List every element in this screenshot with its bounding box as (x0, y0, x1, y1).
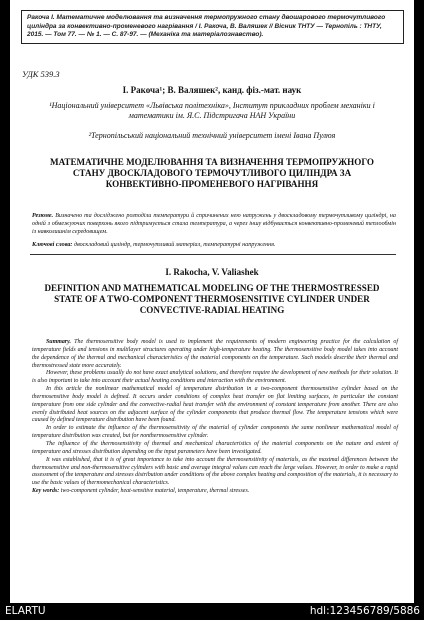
summary-paragraph-1: Summary. The thermosensitive body model is used to implement the requirements of modern engineering practice for the calculation of temperature fields and tensions in multilayer structures operating under high-temperature heating. The thermosensitive body model takes into account the dependence of the thermal and mechanical characteristics of the material components on the temperature. Such models describe their thermal and thermostressed state more accurately. (32, 339, 399, 369)
divider (30, 254, 396, 255)
viewer-footer (0, 603, 424, 620)
ua-authors: І. Ракоча¹; В. Валяшек², канд. фіз.-мат. наук (122, 85, 302, 95)
ua-resume-label: Резюме. (32, 213, 54, 219)
summary-paragraph-3: In this article the nonlinear mathematical model of temperature distribution in a two-component thermosensitive cylinder based on the thermosensitive body model is defined. It occurs under conditions of complex heat transfer on flat limiting surfaces, in particular the constant temperature from one side cylinder and the convective-radial heat transfer with the environment of constant temperature from another. There are also evenly distributed heat sources on the adjacent surface of the cylinder components that produce thermal flow. The temperature tensions which were caused by defined temperature distribution have been found. (32, 386, 398, 424)
ua-title: МАТЕМАТИЧНЕ МОДЕЛЮВАННЯ ТА ВИЗНАЧЕННЯ ТЕРМОПРУЖНОГО СТАНУ ДВОСКЛАДОВОГО ТЕРМОЧУТЛИВОГО ЦИЛІНДРА ЗА КОНВЕКТИВНО-ПРОМЕНЕВОГО НАГРІВАННЯ (50, 157, 374, 189)
en-authors: I. Rakocha, V. Valiashek (165, 267, 259, 277)
citation-text: Ракоча І. Математичне моделювання та визначення термопружного стану двошарового термочутливого циліндра за конвективно-променевого нагрівання / І. Ракоча, В. Валяшек // Вісник ТНТУ — Тернопіль : ТНТУ, 2015. — Том 77. — № 1. — С. 87-97. — (Механіка та матеріалознавство). (27, 14, 386, 39)
udc-code: УДК 539.3 (22, 69, 60, 79)
summary-paragraph-2: However, these problems usually do not have exact analytical solutions, and therefore require the development of new methods for their solution. It is also important to take into account their actual heating conditions and interaction with the environment. (32, 370, 398, 385)
en-keywords-label: Key words: (32, 488, 60, 495)
repository-name: ELARTU (5, 605, 46, 617)
citation-box (21, 10, 404, 44)
ua-affiliation-2: ²Тернопільський національний технічний університет імені Івана Пулюя (88, 131, 336, 140)
ua-resume-text: Визначено та досліджено розподіли температури й спричинених нею напружень у двоскладовому термочутливому циліндрі, на одній з обмежуючих поверхонь якого підтримується стала температура, а через іншу відбувається конвективно-променевий теплообмін із навколишнім середовищем. (32, 213, 396, 236)
paper-page (10, 0, 414, 603)
handle-id: hdl:123456789/5886 (309, 605, 420, 617)
en-keywords-text: two-component cylinder, heat-sensitive material, temperature, thermal stresses. (60, 488, 250, 495)
ua-abstract (32, 212, 396, 236)
en-title: DEFINITION AND MATHEMATICAL MODELING OF THE THERMOSTRESSED STATE OF A TWO-COMPONENT THERMOSENSITIVE CYLINDER UNDER CONVECTIVE-RADIAL HEATING (44, 283, 380, 315)
summary-paragraph-6: It was established, that it is of great importance to take into account the thermosensitivity of materials, as the maximal differences between the thermosensitive and non-thermosensitive cylinders with basic and average integral values can reach the large values. However, in order to make a rapid assessment of the temperature and stresses distribution under conditions of the above complex heating and composition of the materials, it is necessary to use the basic values of thermomechanical characteristics. (32, 456, 398, 487)
ua-keywords-text: двоскладовий циліндр, термочутливий матеріал, температурні напруження. (73, 242, 276, 248)
summary-paragraph-5: The influence of the thermosensitivity of thermal and mechanical characteristics of the material components on the nature and extent of temperature and stresses distribution depending on the input parameters have been investigated. (32, 440, 398, 455)
summary-paragraph-4: In order to estimate the influence of the thermosensitivity of the material of cylinder components the same nonlinear mathematical model of temperature distribution was created, but for nonthermosensitive cylinder. (32, 425, 398, 440)
ua-affiliation-1: ¹Національний університет «Львівська політехніка», Інститут прикладних проблем механіки і математики ім. Я.С. Підстригача НАН України (49, 101, 375, 120)
ua-keywords-label: Ключові слова: (32, 242, 73, 248)
en-keywords (32, 488, 398, 496)
en-summary (32, 339, 398, 496)
ua-keywords (32, 241, 396, 249)
summary-label: Summary. (46, 339, 72, 345)
